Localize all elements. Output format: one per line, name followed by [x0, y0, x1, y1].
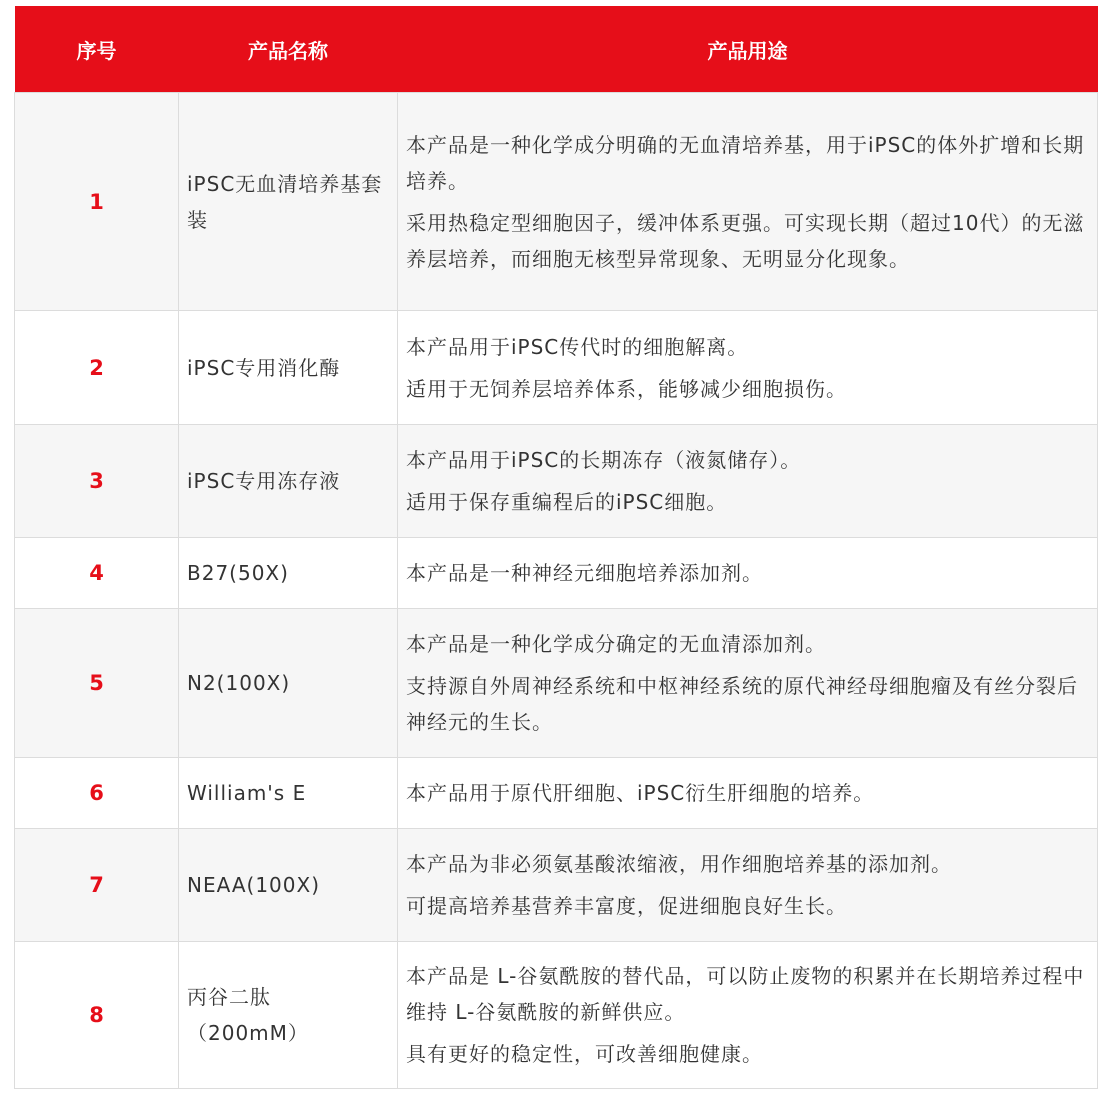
- use-line: 适用于无饲养层培养体系，能够减少细胞损伤。: [406, 376, 847, 401]
- product-use: [398, 311, 1098, 425]
- table-row: [15, 311, 1098, 425]
- use-line: 适用于保存重编程后的iPSC细胞。: [406, 490, 728, 514]
- table-row: [15, 425, 1098, 538]
- use-line: 本产品用于iPSC的长期冻存（液氮储存）。: [406, 448, 802, 472]
- product-name: N2(100X): [179, 609, 398, 758]
- use-line: 本产品为非必须氨基酸浓缩液，用作细胞培养基的添加剂。: [406, 852, 952, 876]
- use-line: 本产品是一种神经元细胞培养添加剂。: [406, 561, 763, 585]
- product-name: iPSC无血清培养基套装: [179, 93, 398, 311]
- product-use: [398, 425, 1098, 538]
- product-name: 丙谷二肽 （200mM）: [179, 942, 398, 1089]
- table-row: [15, 609, 1098, 758]
- product-name: iPSC专用冻存液: [179, 425, 398, 538]
- use-line: 支持源自外周神经系统和中枢神经系统的原代神经母细胞瘤及有丝分裂后神经元的生长。: [406, 674, 1078, 734]
- product-use: [398, 93, 1098, 311]
- product-use: [398, 609, 1098, 758]
- product-table: [14, 6, 1098, 1089]
- row-number: 3: [15, 425, 179, 538]
- header-use: 产品用途: [398, 6, 1098, 93]
- row-number: 1: [15, 93, 179, 311]
- use-line: 采用热稳定型细胞因子，缓冲体系更强。可实现长期（超过10代）的无滋养层培养，而细胞无核型异常现象、无明显分化现象。: [406, 210, 1085, 271]
- row-number: 4: [15, 538, 179, 609]
- product-name: B27(50X): [179, 538, 398, 609]
- row-number: 5: [15, 609, 179, 758]
- product-use: [398, 942, 1098, 1089]
- use-line: 本产品用于iPSC传代时的细胞解离。: [406, 334, 749, 359]
- row-number: 6: [15, 758, 179, 829]
- product-name: William's E: [179, 758, 398, 829]
- product-use: [398, 538, 1098, 609]
- row-number: 2: [15, 311, 179, 425]
- use-line: 可提高培养基营养丰富度，促进细胞良好生长。: [406, 894, 847, 918]
- use-line: 本产品是 L-谷氨酰胺的替代品，可以防止废物的积累并在长期培养过程中维持 L-谷氨酰胺的新鲜供应。: [406, 964, 1085, 1024]
- product-table-container: [14, 6, 1097, 1089]
- row-number: 8: [15, 942, 179, 1089]
- table-row: [15, 829, 1098, 942]
- product-name: NEAA(100X): [179, 829, 398, 942]
- table-row: [15, 758, 1098, 829]
- table-header: [15, 6, 1098, 93]
- header-no: 序号: [15, 6, 179, 93]
- table-row: [15, 93, 1098, 311]
- row-number: 7: [15, 829, 179, 942]
- table-body: [15, 93, 1098, 1089]
- use-line: 具有更好的稳定性，可改善细胞健康。: [406, 1042, 763, 1066]
- product-use: [398, 758, 1098, 829]
- header-name: 产品名称: [179, 6, 398, 93]
- product-use: [398, 829, 1098, 942]
- use-line: 本产品是一种化学成分确定的无血清添加剂。: [406, 632, 826, 656]
- use-line: 本产品用于原代肝细胞、iPSC衍生肝细胞的培养。: [406, 781, 875, 805]
- product-name: iPSC专用消化酶: [179, 311, 398, 425]
- table-row: [15, 942, 1098, 1089]
- use-line: 本产品是一种化学成分明确的无血清培养基，用于iPSC的体外扩增和长期培养。: [406, 132, 1085, 193]
- table-row: [15, 538, 1098, 609]
- header-row: [15, 6, 1098, 93]
